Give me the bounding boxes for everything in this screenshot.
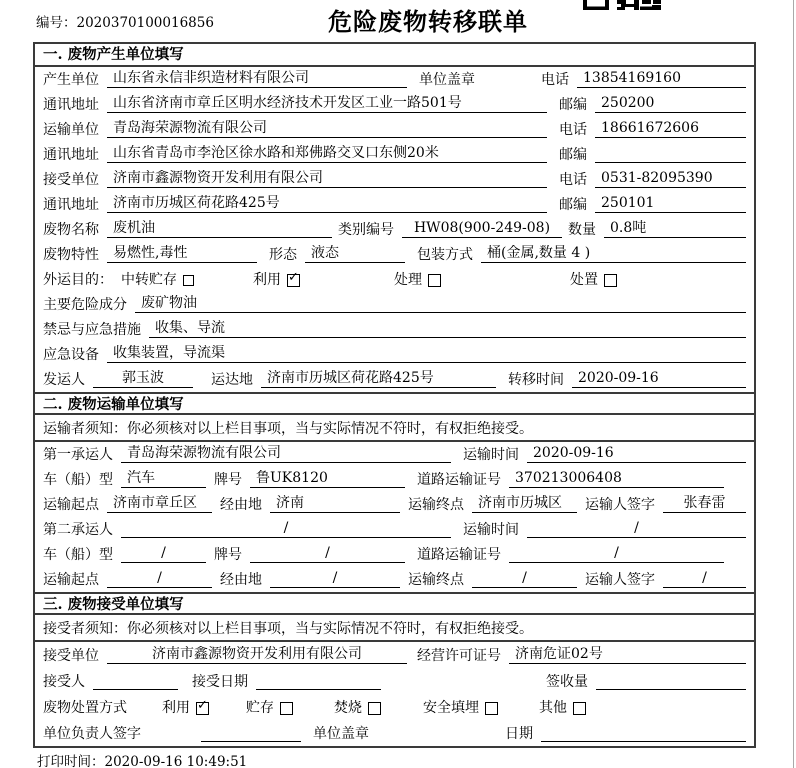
checkbox-disposal-other-group	[539, 700, 586, 716]
spacer	[85, 689, 93, 690]
spacer	[257, 262, 269, 263]
producer-phone-label: 电话	[541, 72, 569, 88]
transport-date2-value: /	[527, 520, 746, 538]
check-mark-icon: ✓	[288, 269, 299, 285]
road-permit1-value: 370213006408	[509, 470, 724, 488]
spacer	[405, 487, 417, 488]
spacer	[113, 287, 121, 288]
checkbox-transfer-storage-label: 中转贮存	[121, 272, 177, 288]
spacer	[496, 387, 508, 388]
form-row	[35, 92, 754, 117]
spacer	[588, 689, 596, 690]
waste-form-label: 形态	[269, 247, 297, 263]
spacer	[113, 562, 121, 563]
form-row	[35, 292, 754, 317]
carrier-signature1-value: 张春雷	[663, 495, 746, 513]
spacer	[141, 741, 201, 742]
transporter-address-value: 山东省青岛市李沧区徐水路和郑佛路交叉口东侧20米	[107, 145, 547, 163]
spacer	[400, 587, 408, 588]
plate-no1-label: 牌号	[214, 472, 242, 488]
spacer	[381, 715, 423, 716]
form-row	[35, 694, 754, 720]
second-carrier-value: /	[121, 520, 451, 538]
license-no-value: 济南危证02号	[509, 646, 746, 664]
spacer	[400, 512, 408, 513]
destination-value: 济南市历城区荷花路425号	[261, 370, 496, 388]
checkbox-disposal-utilize-group	[162, 697, 209, 716]
producer-unit-label: 产生单位	[43, 72, 99, 88]
spacer	[99, 362, 107, 363]
checkbox-treat-group	[394, 272, 441, 288]
spacer	[519, 537, 527, 538]
checkbox-dispose-group	[570, 272, 617, 288]
receiver-person-label: 接受人	[43, 674, 85, 690]
document-number-value: 2020370100016856	[76, 15, 214, 31]
via2-label: 经由地	[220, 572, 262, 588]
spacer	[405, 562, 417, 563]
endpoint1-value: 济南市历城区	[472, 495, 577, 513]
spacer	[369, 741, 505, 742]
transporter-phone-value: 18661672606	[595, 120, 746, 138]
receiver-address-label: 通讯地址	[43, 197, 99, 213]
form-section	[35, 392, 754, 592]
section-heading: 一. 废物产生单位填写	[35, 44, 754, 67]
producer-phone-value: 13854169160	[577, 70, 746, 88]
receiving-unit-value: 济南市鑫源物资开发利用有限公司	[107, 646, 407, 664]
producer-postcode-value: 250200	[595, 95, 746, 113]
spacer	[253, 387, 261, 388]
spacer	[519, 462, 527, 463]
carrier-signature1-label: 运输人签字	[585, 497, 655, 513]
checkbox-utilize-group	[253, 269, 300, 288]
page-edge-line	[793, 0, 794, 768]
spacer	[85, 387, 93, 388]
form-row	[35, 242, 754, 267]
checkbox-disposal-store-box	[280, 702, 293, 715]
form-row	[35, 442, 754, 467]
producer-postcode-label: 邮编	[559, 97, 587, 113]
spacer	[564, 387, 572, 388]
spacer	[405, 262, 417, 263]
emergency-equipment-value: 收集装置，导流渠	[107, 345, 746, 363]
spacer	[206, 487, 214, 488]
waste-name-label: 废物名称	[43, 222, 99, 238]
origin1-label: 运输起点	[43, 497, 99, 513]
road-permit2-value: /	[509, 545, 724, 563]
form-row	[35, 317, 754, 342]
checkbox-disposal-landfill-label: 安全填埋	[423, 700, 479, 716]
spacer	[297, 262, 305, 263]
spacer	[596, 237, 604, 238]
spacer	[262, 587, 270, 588]
receiving-unit-label: 接受单位	[43, 648, 99, 664]
check-mark-icon: ✓	[197, 697, 208, 713]
spacer	[293, 715, 334, 716]
section-note: 运输者须知：你必须核对以上栏目事项，当与实际情况不符时，有权拒绝接受。	[35, 415, 754, 442]
checkbox-disposal-incinerate-group	[334, 700, 381, 716]
road-permit1-label: 道路运输证号	[417, 472, 501, 488]
via1-label: 经由地	[220, 497, 262, 513]
spacer	[587, 162, 595, 163]
sign-date-label: 日期	[505, 726, 533, 742]
plate-no2-label: 牌号	[214, 547, 242, 563]
spacer	[655, 587, 663, 588]
sign-date-value	[541, 725, 746, 742]
form-section	[35, 44, 754, 392]
form-row	[35, 642, 754, 668]
receiver-phone-value: 0531-82095390	[595, 170, 746, 188]
spacer	[212, 587, 220, 588]
spacer	[99, 663, 107, 664]
checkbox-disposal-other-box	[573, 702, 586, 715]
spacer	[99, 587, 107, 588]
transport-date2-label: 运输时间	[463, 522, 519, 538]
second-carrier-label: 第二承运人	[43, 522, 113, 538]
receiver-seal-label: 单位盖章	[313, 726, 369, 742]
endpoint2-value: /	[472, 570, 577, 588]
waste-name-value: 废机油	[107, 220, 332, 238]
receiver-phone-label: 电话	[559, 172, 587, 188]
main-hazard-label: 主要危险成分	[43, 297, 127, 313]
vehicle-type1-value: 汽车	[121, 470, 206, 488]
spacer	[209, 715, 246, 716]
spacer	[587, 137, 595, 138]
plate-no1-value: 鲁UK8120	[250, 470, 405, 488]
responsible-signature-label: 单位负责人签字	[43, 726, 141, 742]
checkbox-disposal-incinerate-box	[368, 702, 381, 715]
endpoint1-label: 运输终点	[408, 497, 464, 513]
carrier-signature2-label: 运输人签字	[585, 572, 655, 588]
carrier-signature2-value: /	[663, 570, 746, 588]
form-row	[35, 217, 754, 242]
checkbox-disposal-landfill-group	[423, 700, 498, 716]
spacer	[577, 587, 585, 588]
spacer	[99, 262, 107, 263]
spacer	[501, 663, 509, 664]
form-table	[33, 42, 756, 748]
transporter-unit-value: 青岛海荣源物流有限公司	[107, 120, 547, 138]
waste-packaging-value: 桶(金属,数量 4 )	[481, 245, 746, 263]
checkbox-treat-box	[428, 274, 441, 287]
form-row	[35, 492, 754, 517]
receiver-unit-label: 接受单位	[43, 172, 99, 188]
waste-packaging-label: 包装方式	[417, 247, 473, 263]
spacer	[206, 562, 214, 563]
waste-quantity-label: 数量	[568, 222, 596, 238]
responsible-signature-value	[201, 725, 301, 742]
first-carrier-value: 青岛海荣源物流有限公司	[121, 445, 451, 463]
spacer	[547, 187, 559, 188]
spacer	[473, 262, 481, 263]
receive-date-label: 接受日期	[192, 674, 248, 690]
spacer	[587, 112, 595, 113]
receiver-postcode-value: 250101	[595, 195, 746, 213]
spacer	[464, 587, 472, 588]
form-row	[35, 567, 754, 592]
spacer	[193, 387, 211, 388]
receiver-unit-value: 济南市鑫源物资开发利用有限公司	[107, 170, 547, 188]
endpoint2-label: 运输终点	[408, 572, 464, 588]
spacer	[587, 187, 595, 188]
form-row	[35, 517, 754, 542]
spacer	[569, 87, 577, 88]
page-title: 危险废物转移联单	[328, 7, 528, 36]
spacer	[242, 562, 250, 563]
checkbox-disposal-store-label: 贮存	[246, 700, 274, 716]
origin1-value: 济南市章丘区	[107, 495, 212, 513]
section-heading: 三. 废物接受单位填写	[35, 592, 754, 615]
form-row	[35, 67, 754, 92]
spacer	[262, 512, 270, 513]
spacer	[99, 512, 107, 513]
shipper-label: 发运人	[43, 372, 85, 388]
spacer	[577, 512, 585, 513]
received-amount-label: 签收量	[546, 674, 588, 690]
plate-no2-value: /	[250, 545, 405, 563]
print-time	[37, 750, 247, 768]
checkbox-disposal-utilize-box	[196, 697, 209, 715]
unit-seal-label: 单位盖章	[419, 72, 475, 88]
document-number	[36, 11, 214, 31]
checkbox-disposal-landfill-box	[485, 702, 498, 715]
transport-date1-label: 运输时间	[463, 447, 519, 463]
spacer	[99, 237, 107, 238]
print-time-label: 打印时间：	[37, 754, 105, 768]
checkbox-disposal-other-label: 其他	[539, 700, 567, 716]
spacer	[501, 487, 509, 488]
spacer	[99, 212, 107, 213]
form-row	[35, 167, 754, 192]
spacer	[655, 512, 663, 513]
transporter-unit-label: 运输单位	[43, 122, 99, 138]
spacer	[212, 512, 220, 513]
waste-characteristics-value: 易燃性,毒性	[107, 245, 257, 263]
spacer	[547, 137, 559, 138]
first-carrier-label: 第一承运人	[43, 447, 113, 463]
via1-value: 济南	[270, 495, 400, 513]
transporter-phone-label: 电话	[559, 122, 587, 138]
form-row	[35, 542, 754, 567]
spacer	[113, 537, 121, 538]
spacer	[99, 112, 107, 113]
spacer	[451, 537, 463, 538]
transporter-postcode-value	[595, 146, 746, 163]
spacer	[113, 462, 121, 463]
license-no-label: 经营许可证号	[417, 648, 501, 664]
waste-quantity-value: 0.8吨	[604, 220, 746, 238]
spacer	[587, 212, 595, 213]
form-row	[35, 467, 754, 492]
origin2-label: 运输起点	[43, 572, 99, 588]
spacer	[248, 689, 256, 690]
spacer	[194, 287, 253, 288]
form-section	[35, 592, 754, 746]
spacer	[441, 287, 570, 288]
taboo-measures-value: 收集、导流	[149, 320, 746, 338]
spacer	[407, 663, 417, 664]
spacer	[242, 487, 250, 488]
section-note: 接受者须知：你必须核对以上栏目事项，当与实际情况不符时，有权拒绝接受。	[35, 615, 754, 642]
form-row	[35, 720, 754, 746]
receiver-postcode-label: 邮编	[559, 197, 587, 213]
spacer	[451, 462, 463, 463]
form-row	[35, 367, 754, 392]
received-amount-value	[596, 673, 746, 690]
spacer	[99, 162, 107, 163]
spacer	[547, 162, 559, 163]
transfer-date-value: 2020-09-16	[572, 370, 746, 388]
via2-value: /	[270, 570, 400, 588]
road-permit2-label: 道路运输证号	[417, 547, 501, 563]
checkbox-treat-label: 处理	[394, 272, 422, 288]
waste-characteristics-label: 废物特性	[43, 247, 99, 263]
outbound-purpose-label: 外运目的：	[43, 272, 113, 288]
disposal-method-label: 废物处置方式	[43, 700, 127, 716]
spacer	[301, 741, 313, 742]
spacer	[300, 287, 394, 288]
vehicle-type1-label: 车（船）型	[43, 472, 113, 488]
document-number-label: 编号：	[36, 15, 77, 31]
receiver-address-value: 济南市历城区荷花路425号	[107, 195, 547, 213]
transporter-postcode-label: 邮编	[559, 147, 587, 163]
spacer	[501, 562, 509, 563]
producer-address-label: 通讯地址	[43, 97, 99, 113]
taboo-measures-label: 禁忌与应急措施	[43, 322, 141, 338]
spacer	[178, 689, 192, 690]
spacer	[464, 512, 472, 513]
spacer	[99, 137, 107, 138]
spacer	[99, 187, 107, 188]
checkbox-disposal-incinerate-label: 焚烧	[334, 700, 362, 716]
main-hazard-value: 废矿物油	[135, 295, 746, 313]
producer-address-value: 山东省济南市章丘区明水经济技术开发区工业一路501号	[107, 95, 547, 113]
checkbox-dispose-box	[604, 274, 617, 287]
form-row	[35, 267, 754, 292]
spacer	[99, 87, 107, 88]
receiver-person-value	[93, 673, 178, 690]
waste-category-value: HW08(900-249-08)	[402, 220, 562, 238]
vehicle-type2-value: /	[121, 545, 206, 563]
destination-label: 运达地	[211, 372, 253, 388]
waste-form-value: 液态	[305, 245, 405, 263]
qr-code-fragment-icon	[583, 0, 661, 10]
spacer	[113, 487, 121, 488]
spacer	[547, 212, 559, 213]
form-row	[35, 142, 754, 167]
spacer	[141, 337, 149, 338]
checkbox-dispose-label: 处置	[570, 272, 598, 288]
form-row	[35, 668, 754, 694]
transporter-address-label: 通讯地址	[43, 147, 99, 163]
spacer	[533, 741, 541, 742]
emergency-equipment-label: 应急设备	[43, 347, 99, 363]
spacer	[547, 112, 559, 113]
checkbox-utilize-box	[287, 269, 300, 287]
spacer	[127, 715, 135, 716]
form-row	[35, 117, 754, 142]
origin2-value: /	[107, 570, 212, 588]
spacer	[127, 312, 135, 313]
form-row	[35, 192, 754, 217]
producer-unit-value: 山东省永信非织造材料有限公司	[107, 70, 407, 88]
shipper-value: 郭玉波	[93, 370, 193, 388]
spacer	[381, 689, 546, 690]
vehicle-type2-label: 车（船）型	[43, 547, 113, 563]
print-time-value: 2020-09-16 10:49:51	[104, 754, 248, 768]
form-row	[35, 342, 754, 367]
waste-category-label: 类别编号	[338, 222, 394, 238]
spacer	[394, 237, 402, 238]
checkbox-transfer-storage-group	[121, 272, 194, 288]
spacer	[498, 715, 539, 716]
checkbox-utilize-label: 利用	[253, 272, 281, 288]
spacer	[135, 715, 162, 716]
spacer	[475, 87, 541, 88]
checkbox-disposal-utilize-label: 利用	[162, 700, 190, 716]
checkbox-disposal-store-group	[246, 700, 293, 716]
checkbox-transfer-storage-box	[183, 275, 194, 286]
transport-date1-value: 2020-09-16	[527, 445, 746, 463]
receive-date-value	[256, 673, 381, 690]
transfer-date-label: 转移时间	[508, 372, 564, 388]
section-heading: 二. 废物运输单位填写	[35, 392, 754, 415]
spacer	[407, 87, 419, 88]
